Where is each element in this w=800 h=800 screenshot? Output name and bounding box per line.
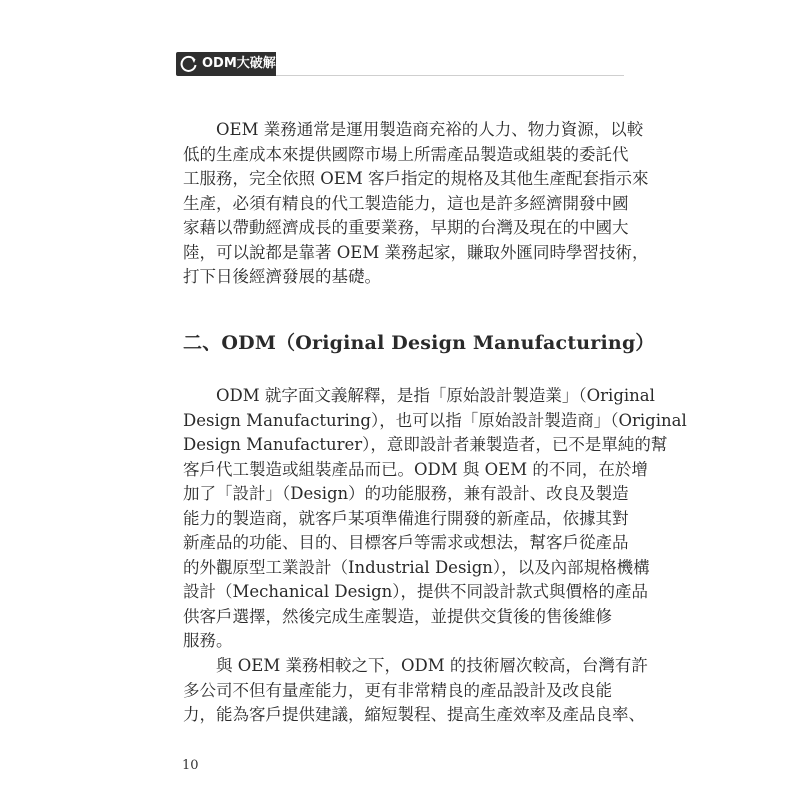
- header-title: ODM大破解: [202, 56, 276, 71]
- text-line: 設計（Mechanical Design），提供不同設計款式與價格的產品: [183, 582, 649, 601]
- text-line: OEM 業務通常是運用製造商充裕的人力、物力資源，以較: [216, 120, 644, 139]
- text-line: 服務。: [183, 631, 233, 650]
- text-line: 供客戶選擇，然後完成生產製造，並提供交貨後的售後維修: [183, 606, 612, 626]
- text-line: 力，能為客戶提供建議，縮短製程、提高生產效率及產品良率、: [183, 705, 645, 724]
- header-rule: [276, 75, 624, 76]
- text-line: Design Manufacturing），也可以指「原始設計製造商」（Original: [183, 410, 687, 430]
- text-line: 加了「設計」（Design）的功能服務，兼有設計、改良及製造: [183, 484, 629, 503]
- text-line: 能力的製造商，就客戶某項準備進行開發的新產品，依據其對: [183, 508, 629, 528]
- text-line: 客戶代工製造或組裝產品而已。ODM 與 OEM 的不同，在於增: [183, 459, 648, 479]
- text-line: 與 OEM 業務相較之下，ODM 的技術層次較高，台灣有許: [216, 656, 648, 675]
- text-line: 的外觀原型工業設計（Industrial Design），以及內部規格機構: [183, 557, 650, 577]
- text-line: 家藉以帶動經濟成長的重要業務，早期的台灣及現在的中國大: [183, 218, 629, 237]
- text-line: 新產品的功能、目的、目標客戶等需求或想法，幫客戶從產品: [183, 533, 629, 552]
- text-line: 低的生產成本來提供國際市場上所需產品製造或組裝的委託代: [183, 144, 629, 164]
- text-line: 打下日後經濟發展的基礎。: [183, 267, 381, 286]
- header-badge: [176, 52, 276, 76]
- paragraph-oem: [183, 118, 649, 290]
- circular-arrow-icon: [180, 55, 198, 73]
- running-header: [176, 52, 626, 78]
- text-line: 工服務，完全依照 OEM 客戶指定的規格及其他生產配套指示來: [183, 169, 649, 188]
- text-line: 陸，可以說都是靠著 OEM 業務起家，賺取外匯同時學習技術，: [183, 242, 649, 262]
- paragraph-odm-comparison: [183, 654, 648, 728]
- text-line: Design Manufacturer），意即設計者兼製造者，已不是單純的幫: [183, 435, 668, 454]
- text-line: 生產，必須有精良的代工製造能力，這也是許多經濟開發中國: [183, 193, 629, 213]
- paragraph-odm-definition: [183, 384, 687, 654]
- section-heading: 二、ODM（Original Design Manufacturing）: [183, 332, 655, 354]
- page-number: 10: [182, 758, 199, 773]
- text-line: ODM 就字面文義解釋，是指「原始設計製造業」（Original: [216, 386, 655, 405]
- text-line: 多公司不但有量產能力，更有非常精良的產品設計及改良能: [183, 680, 612, 700]
